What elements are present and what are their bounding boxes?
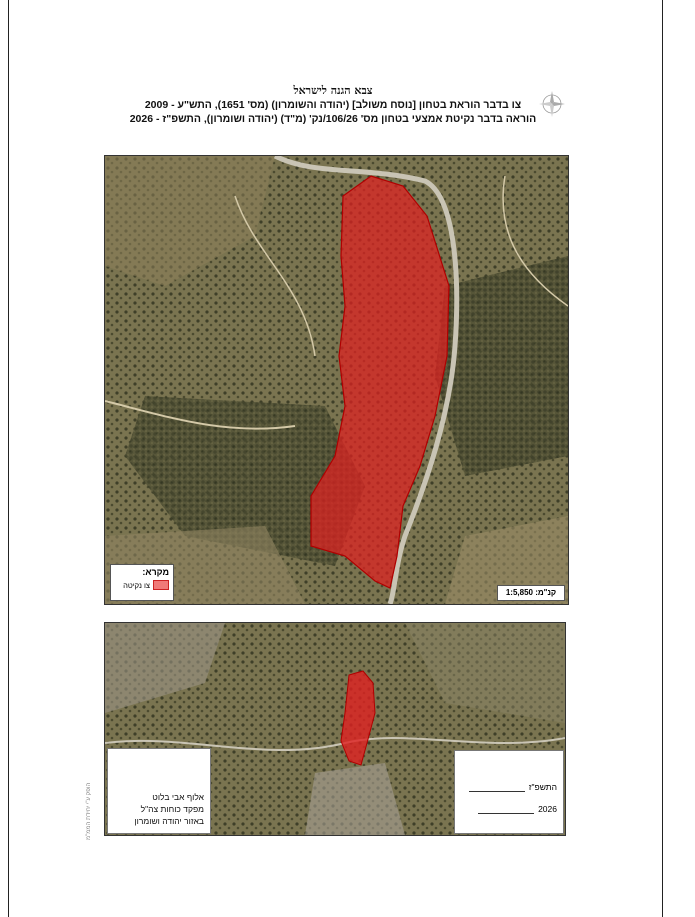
legend-item-label: צו נקיטה — [123, 580, 150, 590]
legend-title: מקרא: — [142, 567, 169, 577]
document-header — [88, 84, 578, 126]
hebrew-year-label: התשפ"ז — [528, 782, 557, 792]
year-label: 2026 — [538, 804, 557, 814]
hebrew-date-line — [469, 781, 525, 792]
gregorian-date-row — [478, 803, 557, 814]
compass-rose-icon — [538, 90, 566, 118]
date-box — [454, 750, 564, 834]
side-note: הופק ע"י יחידת הממ"מ — [86, 782, 92, 840]
signature-region: באזור יהודה ושומרון — [134, 816, 204, 826]
map-legend — [110, 564, 174, 601]
header-org-title: צבא הגנה לישראל — [293, 84, 373, 97]
signature-role: מפקד כוחות צה"ל — [140, 804, 204, 814]
legend-item — [111, 577, 173, 590]
signature-name: אלוף אבי בלוט — [152, 792, 204, 802]
main-satellite-map — [104, 155, 569, 605]
signature-box — [107, 748, 211, 834]
header-instruction-title: הוראה בדבר נקיטת אמצעי בטחון מס' 106/26/נק' (מ"ד) (יהודה ושומרון), התשפ"ז - 2026 — [129, 113, 537, 125]
scale-label: קנ"מ: 1:5,850 — [497, 585, 565, 601]
header-order-title: צו בדבר הוראת בטחון [נוסח משולב] (יהודה והשומרון) (מס' 1651), התש"ע - 2009 — [144, 99, 522, 111]
gregorian-date-line — [478, 803, 534, 814]
legend-swatch — [153, 580, 169, 590]
hebrew-date-row — [469, 781, 557, 792]
